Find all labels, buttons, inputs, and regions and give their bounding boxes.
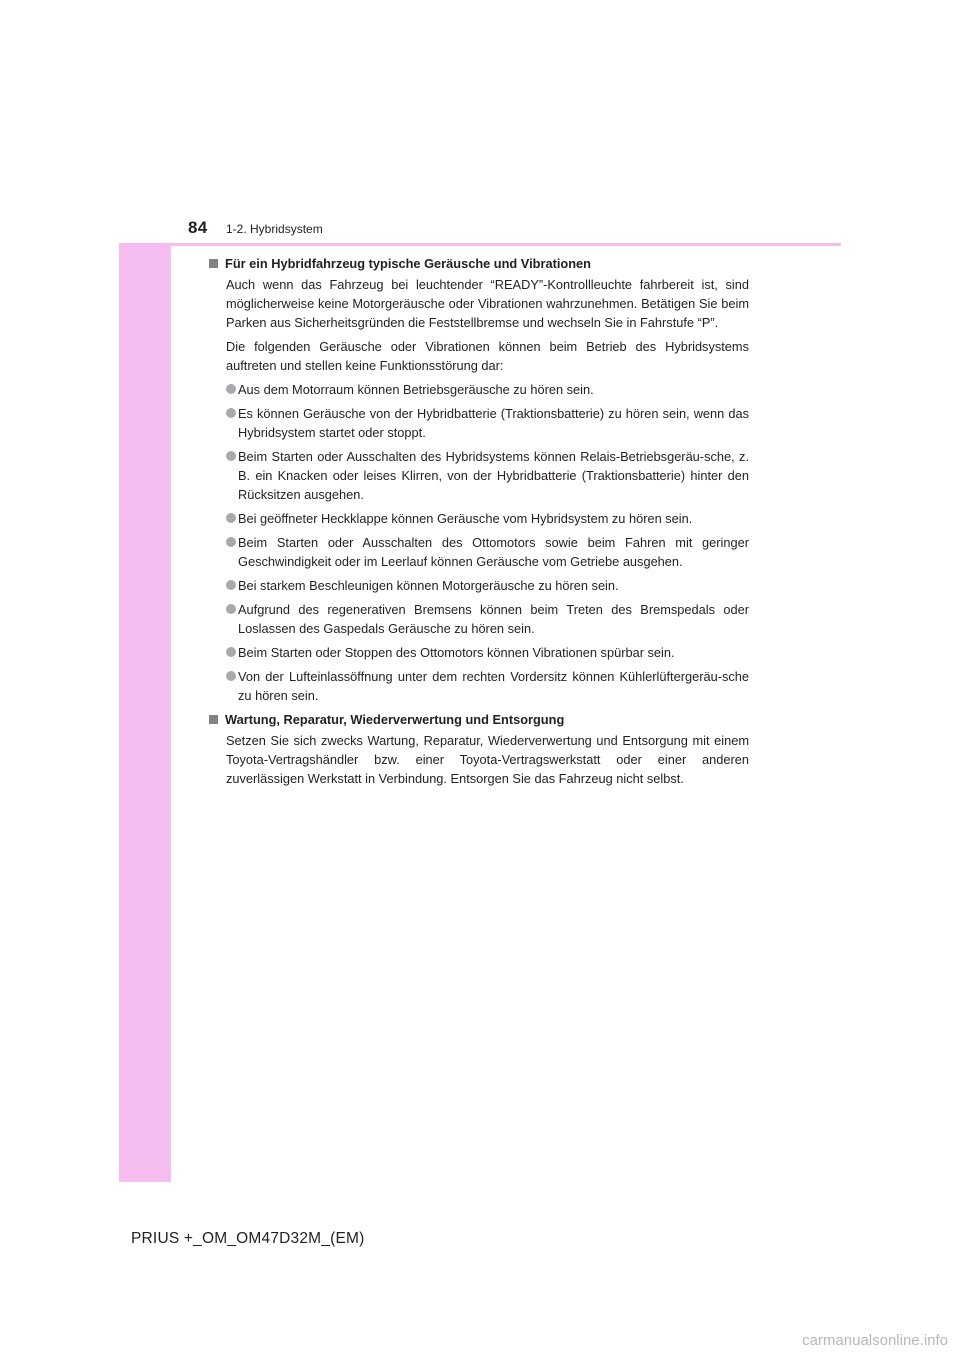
bullet-dot-icon bbox=[226, 580, 236, 590]
list-item bbox=[226, 509, 749, 528]
bullet-dot-icon bbox=[226, 408, 236, 418]
page-content bbox=[209, 254, 749, 793]
section-heading bbox=[209, 710, 749, 729]
document-code: PRIUS +_OM_OM47D32M_(EM) bbox=[131, 1230, 365, 1247]
square-bullet-icon bbox=[209, 259, 218, 268]
list-item-text: Von der Lufteinlassöffnung unter dem rechten Vordersitz können Kühlerlüftergeräu-sche zu hören sein. bbox=[238, 669, 749, 703]
bullet-dot-icon bbox=[226, 604, 236, 614]
list-item bbox=[226, 576, 749, 595]
list-item bbox=[226, 667, 749, 705]
paragraph: Auch wenn das Fahrzeug bei leuchtender “READY”-Kontrollleuchte fahrbereit ist, sind möglicherweise keine Motorgeräusche oder Vibrationen wahrzunehmen. Betätigen Sie beim Parken aus Sicherheitsgründen die Feststellbremse und wechseln Sie in Fahrstufe “P”. bbox=[226, 277, 749, 330]
list-item-text: Bei starkem Beschleunigen können Motorgeräusche zu hören sein. bbox=[238, 578, 619, 593]
section-heading bbox=[209, 254, 749, 273]
list-item-text: Beim Starten oder Stoppen des Ottomotors können Vibrationen spürbar sein. bbox=[238, 645, 675, 660]
bullet-dot-icon bbox=[226, 537, 236, 547]
paragraph: Setzen Sie sich zwecks Wartung, Reparatur, Wiederverwertung und Entsorgung mit einem Toyota-Vertragshändler bzw. einer Toyota-Vertragswerkstatt oder einer anderen zuverlässigen Werkstatt in Verbindung. Entsorgen Sie das Fahrzeug nicht selbst. bbox=[226, 733, 749, 786]
bullet-dot-icon bbox=[226, 451, 236, 461]
list-item-text: Es können Geräusche von der Hybridbatterie (Traktionsbatterie) zu hören sein, wenn das Hybridsystem startet oder stoppt. bbox=[238, 406, 749, 440]
watermark: carmanualsonline.info bbox=[802, 1332, 948, 1349]
list-item bbox=[226, 600, 749, 638]
paragraph: Die folgenden Geräusche oder Vibrationen können beim Betrieb des Hybridsystems auftreten und stellen keine Funktionsstörung dar: bbox=[226, 339, 749, 373]
square-bullet-icon bbox=[209, 715, 218, 724]
list-item bbox=[226, 643, 749, 662]
bullet-dot-icon bbox=[226, 647, 236, 657]
list-item bbox=[226, 533, 749, 571]
list-item-text: Bei geöffneter Heckklappe können Geräusche vom Hybridsystem zu hören sein. bbox=[238, 511, 693, 526]
heading-text: Für ein Hybridfahrzeug typische Geräusche und Vibrationen bbox=[225, 256, 591, 271]
section-title: 1-2. Hybridsystem bbox=[226, 222, 323, 236]
list-item-text: Beim Starten oder Ausschalten des Ottomotors sowie beim Fahren mit geringer Geschwindigkeit oder im Leerlauf können Geräusche vom Getriebe ausgehen. bbox=[238, 535, 749, 569]
bullet-dot-icon bbox=[226, 384, 236, 394]
heading-text: Wartung, Reparatur, Wiederverwertung und Entsorgung bbox=[225, 712, 565, 727]
list-item-text: Aus dem Motorraum können Betriebsgeräusche zu hören sein. bbox=[238, 382, 594, 397]
list-item bbox=[226, 447, 749, 504]
bullet-dot-icon bbox=[226, 513, 236, 523]
bullet-list bbox=[209, 380, 749, 705]
header-rule bbox=[119, 243, 841, 246]
list-item-text: Aufgrund des regenerativen Bremsens können beim Treten des Bremspedals oder Loslassen des Gaspedals Geräusche zu hören sein. bbox=[238, 602, 749, 636]
list-item bbox=[226, 404, 749, 442]
list-item-text: Beim Starten oder Ausschalten des Hybridsystems können Relais-Betriebsgeräu-sche, z. B. ein Knacken oder leises Klirren, von der Hybridbatterie (Traktionsbatterie) hinter den Rücksitzen ausgehen. bbox=[238, 449, 749, 502]
page-number: 84 bbox=[188, 218, 208, 237]
bullet-dot-icon bbox=[226, 671, 236, 681]
side-tab-bar bbox=[119, 176, 171, 1182]
list-item bbox=[226, 380, 749, 399]
